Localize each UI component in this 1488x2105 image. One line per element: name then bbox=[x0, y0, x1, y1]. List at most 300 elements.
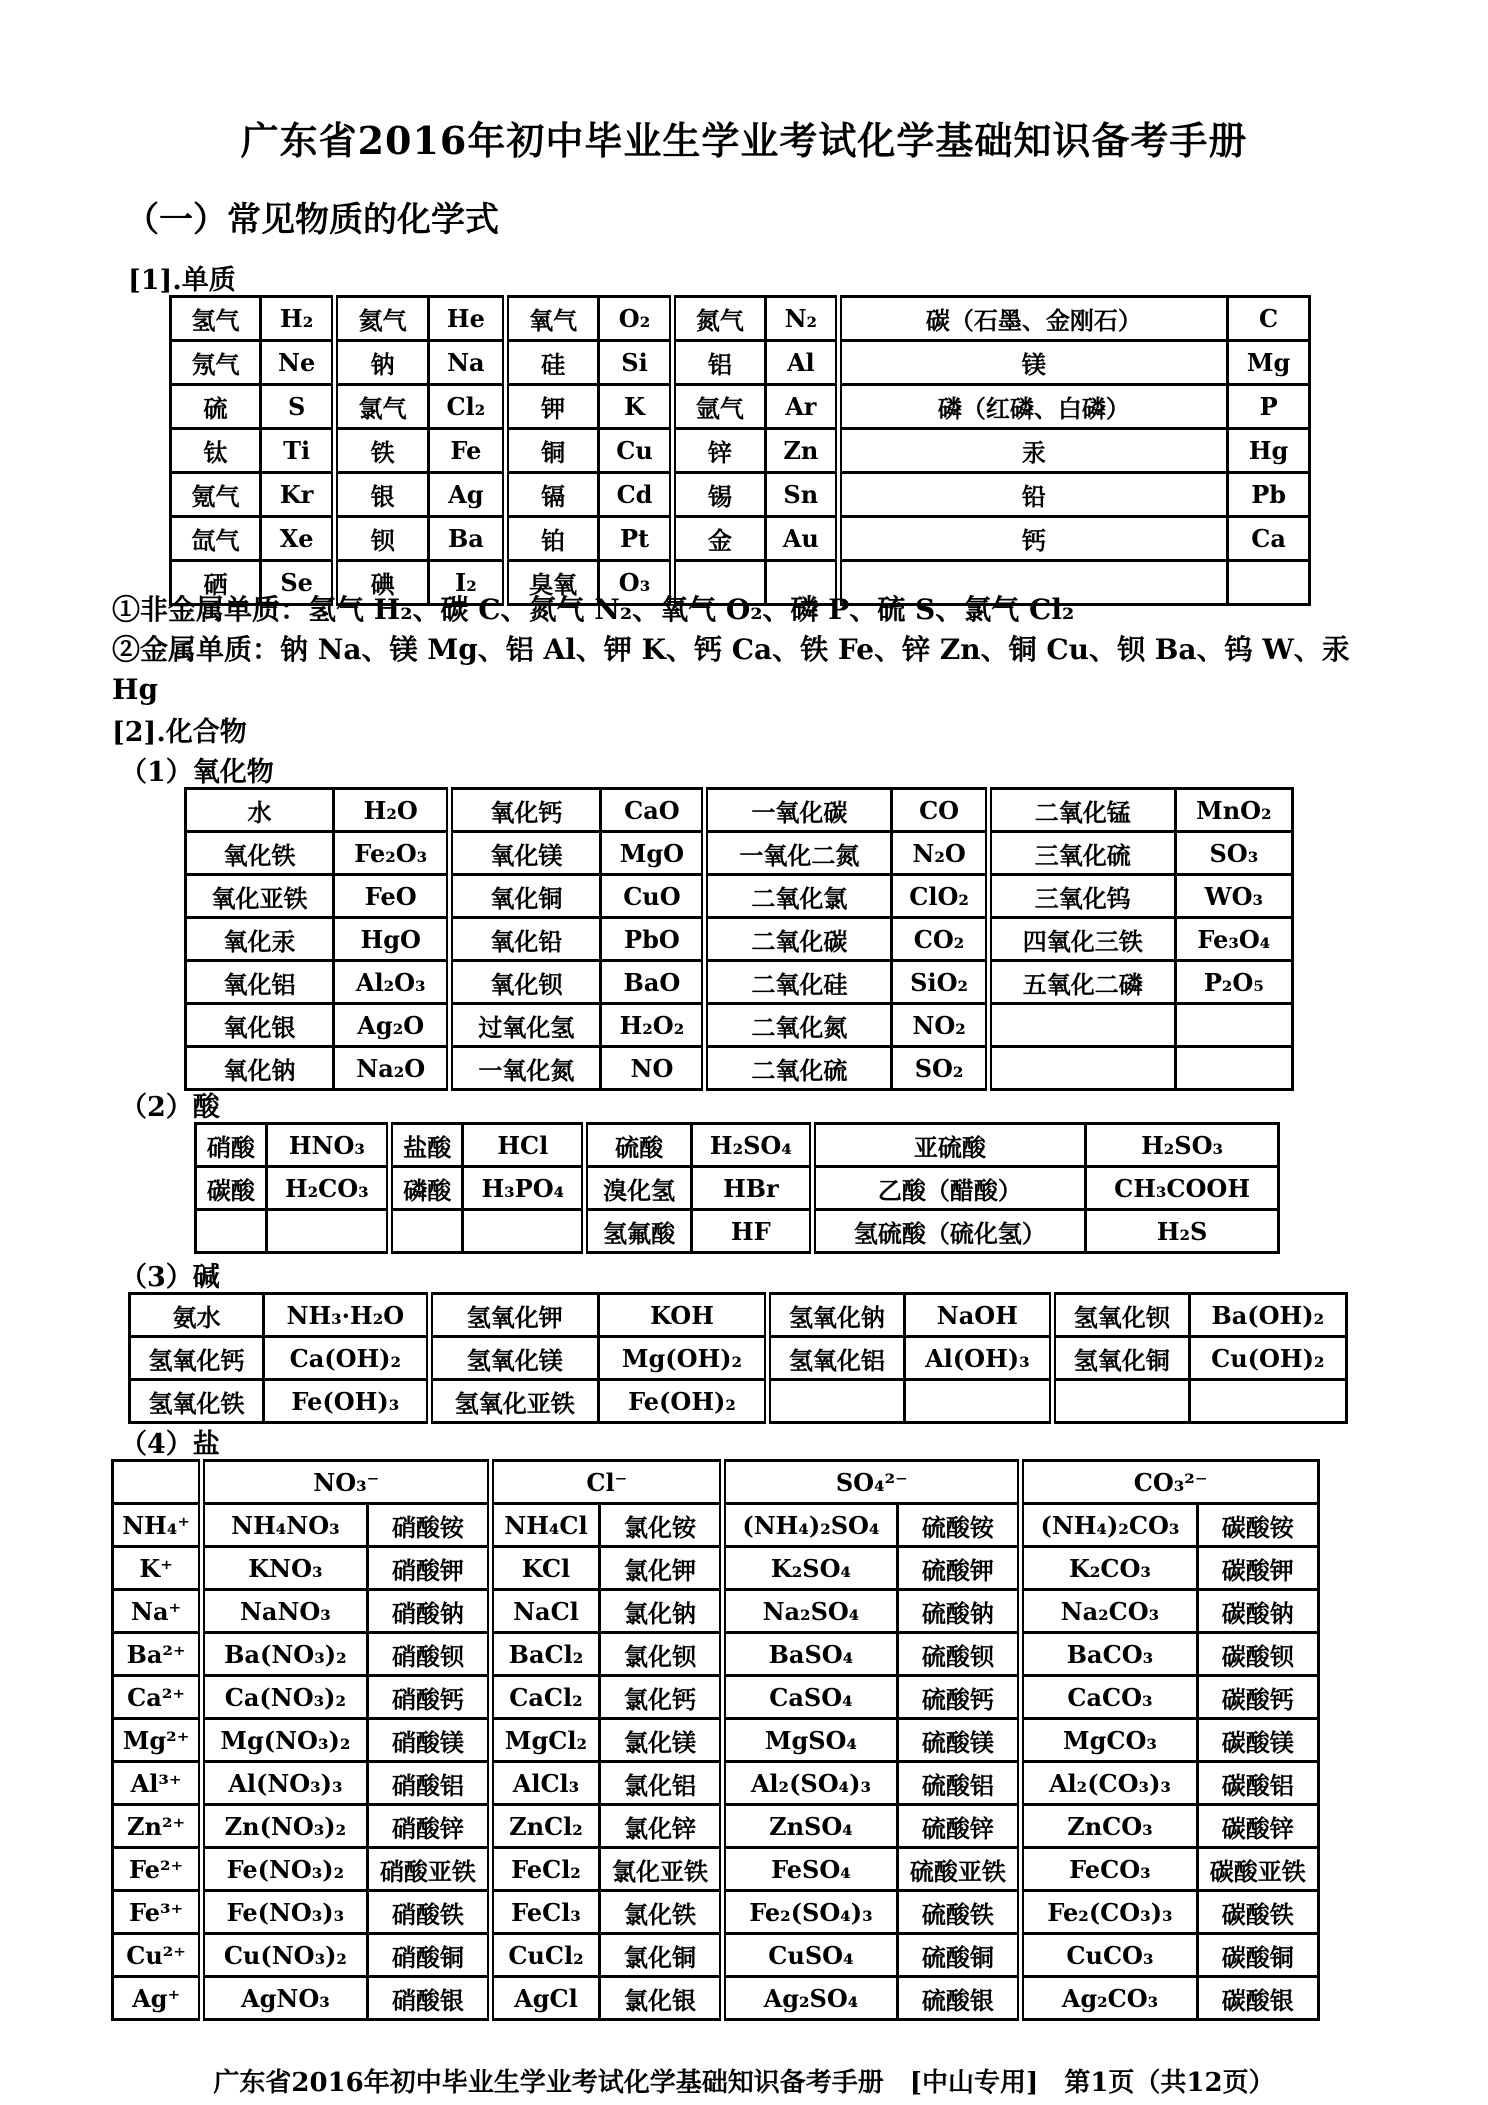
table-cell: 氪气 bbox=[171, 473, 261, 517]
table-cell: K₂SO₄ bbox=[723, 1547, 897, 1590]
table-cell: CaCO₃ bbox=[1021, 1676, 1197, 1719]
table-cell: Ag bbox=[428, 473, 505, 517]
table-cell: 氦气 bbox=[335, 297, 428, 341]
table-row bbox=[186, 961, 1293, 1004]
table-cell: Cu bbox=[599, 429, 672, 473]
metal-note: ②金属单质：钠 Na、镁 Mg、铝 Al、钾 K、钙 Ca、铁 Fe、锌 Zn、铜 Cu、钡 Ba、钨 W、汞 Hg bbox=[112, 633, 1350, 706]
table-cell: Ag₂O bbox=[333, 1004, 449, 1047]
table-cell: Zn(NO₃)₂ bbox=[202, 1805, 367, 1848]
table-cell: 碳酸铁 bbox=[1197, 1891, 1318, 1934]
table-cell: 硫酸钾 bbox=[897, 1547, 1021, 1590]
table-cell: 硝酸钙 bbox=[367, 1676, 491, 1719]
table-cell: K⁺ bbox=[113, 1547, 202, 1590]
table-cell: FeCl₂ bbox=[491, 1848, 599, 1891]
oxides-table bbox=[184, 787, 1294, 1091]
table-cell: Ag⁺ bbox=[113, 1977, 202, 2020]
table-cell: Si bbox=[599, 341, 672, 385]
table-cell: CO₂ bbox=[892, 918, 989, 961]
table-cell: 盐酸 bbox=[389, 1124, 463, 1167]
table-cell: Na⁺ bbox=[113, 1590, 202, 1633]
table-cell: 碳酸铝 bbox=[1197, 1762, 1318, 1805]
table-cell: Fe(NO₃)₃ bbox=[202, 1891, 367, 1934]
elements-table bbox=[169, 295, 1311, 606]
table-cell: Na₂CO₃ bbox=[1021, 1590, 1197, 1633]
table-cell: Fe²⁺ bbox=[113, 1848, 202, 1891]
table-cell: NH₄⁺ bbox=[113, 1504, 202, 1547]
table-row bbox=[186, 789, 1293, 832]
table-cell: 氯化铁 bbox=[599, 1891, 723, 1934]
table-cell: ZnCO₃ bbox=[1021, 1805, 1197, 1848]
table-cell: ZnSO₄ bbox=[723, 1805, 897, 1848]
table-cell: 硫酸钡 bbox=[897, 1633, 1021, 1676]
table-row bbox=[113, 1719, 1319, 1762]
table-cell: 氯化铵 bbox=[599, 1504, 723, 1547]
table-cell: 氧化铅 bbox=[450, 918, 601, 961]
table-cell: 一氧化碳 bbox=[705, 789, 892, 832]
table-cell: 硝酸钾 bbox=[367, 1547, 491, 1590]
table-row bbox=[196, 1210, 1279, 1253]
table-cell: H₂S bbox=[1086, 1210, 1279, 1253]
salts-label: （4）盐 bbox=[120, 1429, 220, 1460]
table-cell: 硝酸锌 bbox=[367, 1805, 491, 1848]
table-cell: NH₃·H₂O bbox=[263, 1294, 429, 1337]
table-cell: 钡 bbox=[335, 517, 428, 561]
table-cell: 硫酸钙 bbox=[897, 1676, 1021, 1719]
table-cell: Al₂(SO₄)₃ bbox=[723, 1762, 897, 1805]
table-cell: MgO bbox=[601, 832, 705, 875]
table-cell: 硝酸银 bbox=[367, 1977, 491, 2020]
table-cell bbox=[1175, 1047, 1292, 1090]
table-cell: 硫酸亚铁 bbox=[897, 1848, 1021, 1891]
table-cell: Ne bbox=[260, 341, 334, 385]
table-cell: Xe bbox=[260, 517, 334, 561]
bases-label: （3）碱 bbox=[120, 1262, 220, 1293]
table-cell: Au bbox=[766, 517, 838, 561]
table-cell: AgNO₃ bbox=[202, 1977, 367, 2020]
table-row bbox=[171, 341, 1310, 385]
table-cell: HBr bbox=[692, 1167, 813, 1210]
table-cell: 一氧化二氮 bbox=[705, 832, 892, 875]
table-cell bbox=[1189, 1380, 1346, 1423]
table-row bbox=[171, 385, 1310, 429]
table-cell: Al₂O₃ bbox=[333, 961, 449, 1004]
anion-header: SO₄²⁻ bbox=[723, 1461, 1021, 1504]
table-cell: Mg(OH)₂ bbox=[598, 1337, 767, 1380]
table-cell: Al(NO₃)₃ bbox=[202, 1762, 367, 1805]
table-row bbox=[113, 1590, 1319, 1633]
table-cell bbox=[1052, 1380, 1189, 1423]
table-cell bbox=[389, 1210, 463, 1253]
table-cell: 磷酸 bbox=[389, 1167, 463, 1210]
table-cell: CO bbox=[892, 789, 989, 832]
table-cell: HF bbox=[692, 1210, 813, 1253]
table-cell: 碳酸亚铁 bbox=[1197, 1848, 1318, 1891]
table-cell: 氯化钾 bbox=[599, 1547, 723, 1590]
table-cell bbox=[988, 1047, 1175, 1090]
table-cell: Mg(NO₃)₂ bbox=[202, 1719, 367, 1762]
table-cell: 金 bbox=[672, 517, 765, 561]
table-cell: 锌 bbox=[672, 429, 765, 473]
table-cell: CaSO₄ bbox=[723, 1676, 897, 1719]
table-cell: 铁 bbox=[335, 429, 428, 473]
table-cell: 碳酸钙 bbox=[1197, 1676, 1318, 1719]
table-cell: 二氧化硫 bbox=[705, 1047, 892, 1090]
table-cell: 硫酸钠 bbox=[897, 1590, 1021, 1633]
table-cell: 钠 bbox=[335, 341, 428, 385]
table-cell: Ti bbox=[260, 429, 334, 473]
table-cell: 硒 bbox=[171, 561, 261, 605]
table-row bbox=[171, 297, 1310, 341]
table-cell: Kr bbox=[260, 473, 334, 517]
table-cell: CuO bbox=[601, 875, 705, 918]
table-cell: 氢氧化铝 bbox=[768, 1337, 905, 1380]
table-cell: NaCl bbox=[491, 1590, 599, 1633]
table-cell: 氯化钙 bbox=[599, 1676, 723, 1719]
table-cell: 碳酸铵 bbox=[1197, 1504, 1318, 1547]
table-cell: Fe(OH)₂ bbox=[598, 1380, 767, 1423]
table-row bbox=[113, 1934, 1319, 1977]
anion-header: Cl⁻ bbox=[491, 1461, 723, 1504]
table-cell: 氯化钡 bbox=[599, 1633, 723, 1676]
table-cell: 氢氧化钾 bbox=[429, 1294, 598, 1337]
table-cell: 钛 bbox=[171, 429, 261, 473]
table-cell: 氢气 bbox=[171, 297, 261, 341]
table-cell: Mg²⁺ bbox=[113, 1719, 202, 1762]
table-row bbox=[186, 875, 1293, 918]
table-cell: 硝酸铜 bbox=[367, 1934, 491, 1977]
table-cell: 二氧化锰 bbox=[988, 789, 1175, 832]
table-cell: 硫酸铝 bbox=[897, 1762, 1021, 1805]
table-cell: Ca(NO₃)₂ bbox=[202, 1676, 367, 1719]
table-cell: 硫酸铵 bbox=[897, 1504, 1021, 1547]
table-cell: Pb bbox=[1228, 473, 1310, 517]
table-cell: 氢氧化铁 bbox=[130, 1380, 264, 1423]
table-cell: 氯化银 bbox=[599, 1977, 723, 2020]
table-cell: Fe₂(SO₄)₃ bbox=[723, 1891, 897, 1934]
table-cell: Fe₃O₄ bbox=[1175, 918, 1292, 961]
table-cell: 氯化钠 bbox=[599, 1590, 723, 1633]
table-row bbox=[113, 1848, 1319, 1891]
table-cell: 氧气 bbox=[505, 297, 598, 341]
table-cell: 铂 bbox=[505, 517, 598, 561]
table-cell: Cl₂ bbox=[428, 385, 505, 429]
table-cell: Fe³⁺ bbox=[113, 1891, 202, 1934]
table-cell: 硫酸铁 bbox=[897, 1891, 1021, 1934]
table-cell: 氢氧化钡 bbox=[1052, 1294, 1189, 1337]
table-cell: Mg bbox=[1228, 341, 1310, 385]
elements-label: [1].单质 bbox=[128, 265, 236, 296]
table-cell: Fe₂(CO₃)₃ bbox=[1021, 1891, 1197, 1934]
table-row bbox=[186, 918, 1293, 961]
table-cell: CaO bbox=[601, 789, 705, 832]
table-cell: 硫酸铜 bbox=[897, 1934, 1021, 1977]
table-cell: H₂O bbox=[333, 789, 449, 832]
anion-header: CO₃²⁻ bbox=[1021, 1461, 1319, 1504]
table-cell: H₂O₂ bbox=[601, 1004, 705, 1047]
table-cell: 硝酸钠 bbox=[367, 1590, 491, 1633]
table-cell: Cu(OH)₂ bbox=[1189, 1337, 1346, 1380]
table-cell: Al(OH)₃ bbox=[904, 1337, 1052, 1380]
table-cell: 硫酸 bbox=[585, 1124, 692, 1167]
table-cell: Zn bbox=[766, 429, 838, 473]
table-cell: 氢氧化钙 bbox=[130, 1337, 264, 1380]
table-cell: 水 bbox=[186, 789, 334, 832]
table-cell: 碳酸铜 bbox=[1197, 1934, 1318, 1977]
table-cell: 硫酸锌 bbox=[897, 1805, 1021, 1848]
table-cell: MnO₂ bbox=[1175, 789, 1292, 832]
table-row bbox=[113, 1977, 1319, 2020]
table-cell: AlCl₃ bbox=[491, 1762, 599, 1805]
table-cell: NH₄NO₃ bbox=[202, 1504, 367, 1547]
table-cell: Ag₂CO₃ bbox=[1021, 1977, 1197, 2020]
table-cell: 碳酸 bbox=[196, 1167, 267, 1210]
table-cell: 硫酸银 bbox=[897, 1977, 1021, 2020]
table-cell: Na₂SO₄ bbox=[723, 1590, 897, 1633]
salts-corner-cell bbox=[113, 1461, 202, 1504]
table-cell: WO₃ bbox=[1175, 875, 1292, 918]
document-title: 广东省2016年初中毕业生学业考试化学基础知识备考手册 bbox=[240, 118, 1248, 163]
table-cell: 氢硫酸（硫化氢） bbox=[812, 1210, 1085, 1253]
table-cell: S bbox=[260, 385, 334, 429]
nonmetal-note: ①非金属单质：氢气 H₂、碳 C、氮气 N₂、氧气 O₂、磷 P、硫 S、氯气 Cl₂ bbox=[112, 593, 1075, 626]
table-cell: 银 bbox=[335, 473, 428, 517]
section-title: （一）常见物质的化学式 bbox=[125, 200, 499, 240]
table-cell: Hg bbox=[1228, 429, 1310, 473]
table-cell: SO₂ bbox=[892, 1047, 989, 1090]
table-row bbox=[113, 1676, 1319, 1719]
table-cell: Ar bbox=[766, 385, 838, 429]
table-cell: KNO₃ bbox=[202, 1547, 367, 1590]
table-cell: Sn bbox=[766, 473, 838, 517]
table-cell: 钙 bbox=[838, 517, 1228, 561]
table-cell: 镁 bbox=[838, 341, 1228, 385]
table-cell: 氢氧化亚铁 bbox=[429, 1380, 598, 1423]
table-cell: 氨水 bbox=[130, 1294, 264, 1337]
table-cell: 硝酸铁 bbox=[367, 1891, 491, 1934]
table-cell: Na bbox=[428, 341, 505, 385]
table-cell: 氧化镁 bbox=[450, 832, 601, 875]
table-cell: 氯气 bbox=[335, 385, 428, 429]
table-cell: 碳（石墨、金刚石） bbox=[838, 297, 1228, 341]
table-cell: 硝酸钡 bbox=[367, 1633, 491, 1676]
table-cell: 氯化铝 bbox=[599, 1762, 723, 1805]
table-cell: 氙气 bbox=[171, 517, 261, 561]
table-cell: 乙酸（醋酸） bbox=[812, 1167, 1085, 1210]
table-cell: BaCl₂ bbox=[491, 1633, 599, 1676]
table-cell: ZnCl₂ bbox=[491, 1805, 599, 1848]
table-cell: HgO bbox=[333, 918, 449, 961]
table-cell: 氧化铜 bbox=[450, 875, 601, 918]
table-row bbox=[130, 1294, 1347, 1337]
salts-table bbox=[111, 1459, 1320, 2021]
table-cell: 碳酸钠 bbox=[1197, 1590, 1318, 1633]
bases-table bbox=[128, 1292, 1348, 1424]
table-cell: 氧化亚铁 bbox=[186, 875, 334, 918]
table-cell bbox=[196, 1210, 267, 1253]
table-cell: 硝酸 bbox=[196, 1124, 267, 1167]
table-cell: N₂O bbox=[892, 832, 989, 875]
table-cell: Al³⁺ bbox=[113, 1762, 202, 1805]
table-cell: K₂CO₃ bbox=[1021, 1547, 1197, 1590]
table-cell: FeCl₃ bbox=[491, 1891, 599, 1934]
table-cell: Ca²⁺ bbox=[113, 1676, 202, 1719]
table-cell: 氩气 bbox=[672, 385, 765, 429]
table-cell: 四氧化三铁 bbox=[988, 918, 1175, 961]
table-cell: 氯化亚铁 bbox=[599, 1848, 723, 1891]
table-cell: Al₂(CO₃)₃ bbox=[1021, 1762, 1197, 1805]
table-cell: O₃ bbox=[599, 561, 672, 605]
table-cell: 铅 bbox=[838, 473, 1228, 517]
table-cell: 锡 bbox=[672, 473, 765, 517]
table-cell: I₂ bbox=[428, 561, 505, 605]
table-cell: HCl bbox=[463, 1124, 585, 1167]
table-row bbox=[113, 1762, 1319, 1805]
table-cell: NO₂ bbox=[892, 1004, 989, 1047]
table-cell: ClO₂ bbox=[892, 875, 989, 918]
table-cell: KOH bbox=[598, 1294, 767, 1337]
table-cell: CuSO₄ bbox=[723, 1934, 897, 1977]
table-cell: P₂O₅ bbox=[1175, 961, 1292, 1004]
table-cell: Cd bbox=[599, 473, 672, 517]
table-cell: N₂ bbox=[766, 297, 838, 341]
table-cell: 氧化钠 bbox=[186, 1047, 334, 1090]
table-cell bbox=[768, 1380, 905, 1423]
table-cell: 硫 bbox=[171, 385, 261, 429]
table-cell: AgCl bbox=[491, 1977, 599, 2020]
table-cell: Al bbox=[766, 341, 838, 385]
acids-label: （2）酸 bbox=[120, 1092, 220, 1123]
table-cell: KCl bbox=[491, 1547, 599, 1590]
table-cell: Na₂O bbox=[333, 1047, 449, 1090]
table-cell: CuCl₂ bbox=[491, 1934, 599, 1977]
table-cell: 碳酸钾 bbox=[1197, 1547, 1318, 1590]
acids-table bbox=[194, 1122, 1280, 1254]
table-row bbox=[186, 1004, 1293, 1047]
table-cell: 氧化钡 bbox=[450, 961, 601, 1004]
table-cell: 氧化铁 bbox=[186, 832, 334, 875]
table-cell: 氖气 bbox=[171, 341, 261, 385]
table-row bbox=[171, 473, 1310, 517]
table-cell bbox=[988, 1004, 1175, 1047]
table-cell bbox=[1175, 1004, 1292, 1047]
table-cell: 亚硫酸 bbox=[812, 1124, 1085, 1167]
table-cell: 氧化银 bbox=[186, 1004, 334, 1047]
table-cell bbox=[463, 1210, 585, 1253]
table-cell: SiO₂ bbox=[892, 961, 989, 1004]
table-cell: BaSO₄ bbox=[723, 1633, 897, 1676]
table-cell: MgSO₄ bbox=[723, 1719, 897, 1762]
table-cell: 碘 bbox=[335, 561, 428, 605]
table-cell: BaO bbox=[601, 961, 705, 1004]
table-cell: Cu(NO₃)₂ bbox=[202, 1934, 367, 1977]
table-cell: SO₃ bbox=[1175, 832, 1292, 875]
table-cell: PbO bbox=[601, 918, 705, 961]
table-cell: Fe(NO₃)₂ bbox=[202, 1848, 367, 1891]
table-cell: 氢氧化钠 bbox=[768, 1294, 905, 1337]
table-cell: Ba bbox=[428, 517, 505, 561]
table-cell: NaOH bbox=[904, 1294, 1052, 1337]
table-row bbox=[113, 1547, 1319, 1590]
table-cell: 氧化钙 bbox=[450, 789, 601, 832]
table-row bbox=[171, 429, 1310, 473]
table-cell: NaNO₃ bbox=[202, 1590, 367, 1633]
table-cell: MgCO₃ bbox=[1021, 1719, 1197, 1762]
table-cell: 铜 bbox=[505, 429, 598, 473]
table-row bbox=[130, 1337, 1347, 1380]
table-cell: 溴化氢 bbox=[585, 1167, 692, 1210]
table-row bbox=[196, 1124, 1279, 1167]
table-cell: Ba²⁺ bbox=[113, 1633, 202, 1676]
table-cell: 镉 bbox=[505, 473, 598, 517]
table-cell: MgCl₂ bbox=[491, 1719, 599, 1762]
table-cell: 硝酸铝 bbox=[367, 1762, 491, 1805]
table-cell: 碳酸锌 bbox=[1197, 1805, 1318, 1848]
table-cell: 三氧化钨 bbox=[988, 875, 1175, 918]
anion-header: NO₃⁻ bbox=[202, 1461, 491, 1504]
table-cell: Ca bbox=[1228, 517, 1310, 561]
table-cell: 硫酸镁 bbox=[897, 1719, 1021, 1762]
oxides-label: （1）氧化物 bbox=[120, 757, 274, 788]
table-row bbox=[171, 517, 1310, 561]
table-row bbox=[113, 1805, 1319, 1848]
table-cell: 氢氟酸 bbox=[585, 1210, 692, 1253]
table-cell: NH₄Cl bbox=[491, 1504, 599, 1547]
table-cell: 氢氧化镁 bbox=[429, 1337, 598, 1380]
table-cell: 硝酸铵 bbox=[367, 1504, 491, 1547]
table-row bbox=[130, 1380, 1347, 1423]
table-cell: P bbox=[1228, 385, 1310, 429]
table-row bbox=[186, 1047, 1293, 1090]
table-cell: H₂CO₃ bbox=[266, 1167, 389, 1210]
table-cell: 氧化铝 bbox=[186, 961, 334, 1004]
table-cell: Ca(OH)₂ bbox=[263, 1337, 429, 1380]
table-cell: 氮气 bbox=[672, 297, 765, 341]
table-cell: (NH₄)₂CO₃ bbox=[1021, 1504, 1197, 1547]
table-row bbox=[196, 1167, 1279, 1210]
table-cell: 铝 bbox=[672, 341, 765, 385]
table-cell: 碳酸银 bbox=[1197, 1977, 1318, 2020]
table-cell: C bbox=[1228, 297, 1310, 341]
table-cell: (NH₄)₂SO₄ bbox=[723, 1504, 897, 1547]
table-cell: 碳酸钡 bbox=[1197, 1633, 1318, 1676]
table-cell: H₂ bbox=[260, 297, 334, 341]
table-cell: Cu²⁺ bbox=[113, 1934, 202, 1977]
table-cell: K bbox=[599, 385, 672, 429]
table-cell: Fe bbox=[428, 429, 505, 473]
table-row bbox=[186, 832, 1293, 875]
table-cell: 钾 bbox=[505, 385, 598, 429]
table-cell: Fe(OH)₃ bbox=[263, 1380, 429, 1423]
table-cell: 一氧化氮 bbox=[450, 1047, 601, 1090]
table-cell: FeSO₄ bbox=[723, 1848, 897, 1891]
table-cell: 氢氧化铜 bbox=[1052, 1337, 1189, 1380]
table-cell: 氯化铜 bbox=[599, 1934, 723, 1977]
table-cell: NO bbox=[601, 1047, 705, 1090]
table-cell bbox=[904, 1380, 1052, 1423]
table-cell: 氧化汞 bbox=[186, 918, 334, 961]
table-cell: Fe₂O₃ bbox=[333, 832, 449, 875]
table-cell: Zn²⁺ bbox=[113, 1805, 202, 1848]
table-cell: 二氧化氯 bbox=[705, 875, 892, 918]
table-cell: 二氧化碳 bbox=[705, 918, 892, 961]
table-cell: H₂SO₃ bbox=[1086, 1124, 1279, 1167]
table-cell: 硝酸镁 bbox=[367, 1719, 491, 1762]
table-cell: 二氧化硅 bbox=[705, 961, 892, 1004]
table-cell: 氯化镁 bbox=[599, 1719, 723, 1762]
table-cell: CH₃COOH bbox=[1086, 1167, 1279, 1210]
table-cell: 五氧化二磷 bbox=[988, 961, 1175, 1004]
compounds-label: [2].化合物 bbox=[112, 717, 247, 748]
